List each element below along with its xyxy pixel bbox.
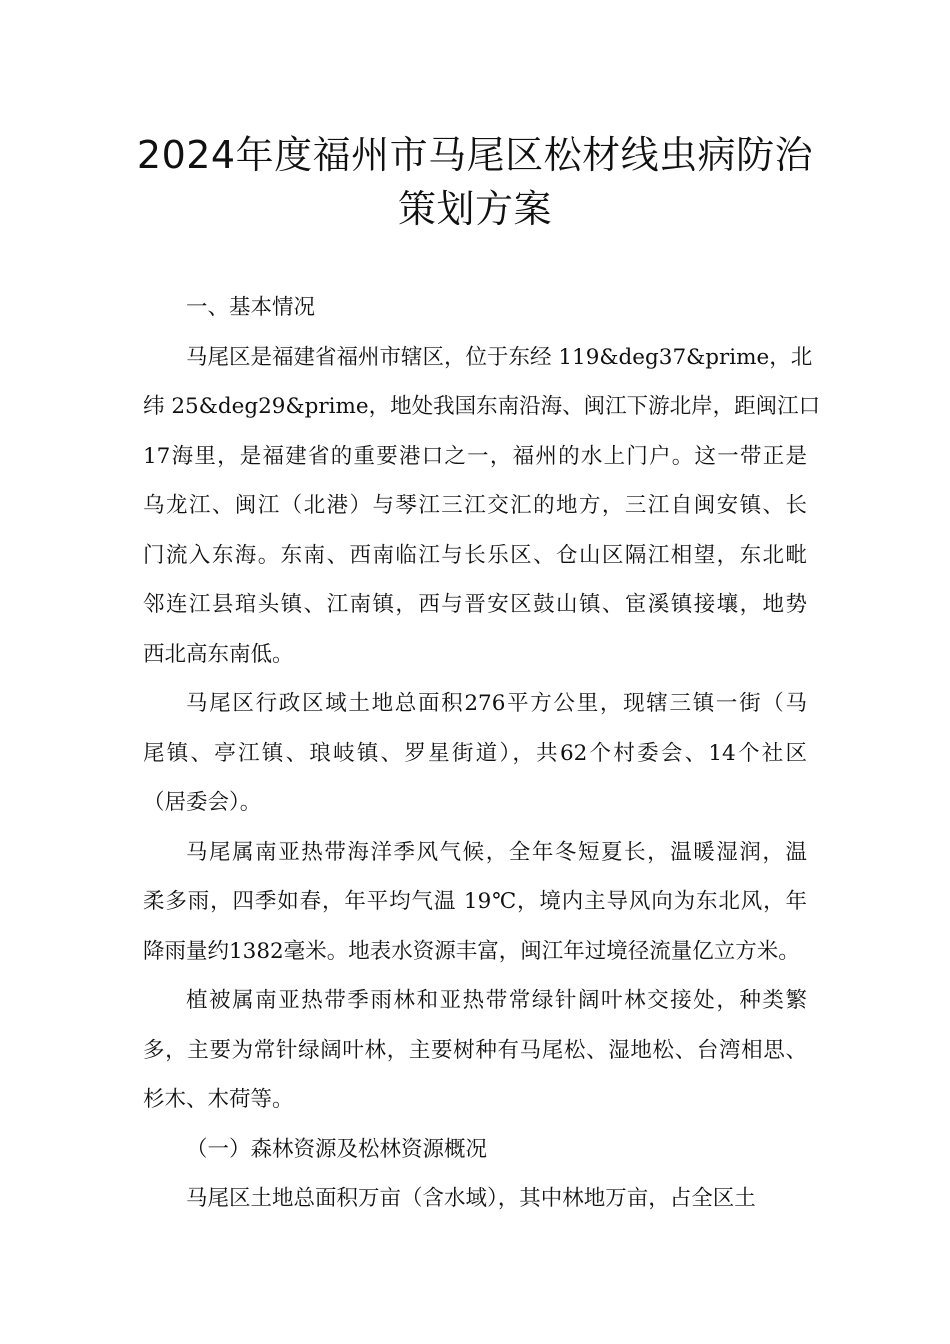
text-line: 乌龙江、闽江（北港）与琴江三江交汇的地方，三江自闽安镇、长: [143, 493, 807, 518]
paragraph: [143, 679, 807, 828]
text-line: 植被属南亚热带季雨林和亚热带常绿针阔叶林交接处，种类繁: [186, 988, 807, 1013]
paragraph: [143, 976, 807, 1125]
text-line: 纬 25&deg29&prime，地处我国东南沿海、闽江下游北岸，距闽江口: [143, 394, 821, 419]
document-body: [143, 283, 821, 1224]
section-heading: [143, 1125, 807, 1175]
paragraph: [143, 828, 807, 977]
text-line: 柔多雨，四季如春，年平均气温 19℃，境内主导风向为东北风，年: [143, 889, 807, 914]
text-line: 马尾区行政区域土地总面积276平方公里，现辖三镇一街（马: [186, 691, 807, 716]
text-line: 降雨量约1382毫米。地表水资源丰富，闽江年过境径流量亿立方米。: [143, 938, 800, 964]
title-line-2: 策划方案: [397, 187, 552, 231]
text-line: 马尾区是福建省福州市辖区，位于东经 119&deg37&prime，北: [186, 344, 813, 370]
paragraph: [143, 333, 821, 680]
text-line: 17海里，是福建省的重要港口之一，福州的水上门户。这一带正是: [143, 443, 807, 469]
text-line: 西北高东南低。: [143, 641, 294, 667]
text-line: （居委会）。: [143, 790, 262, 815]
text-line: 马尾属南亚热带海洋季风气候，全年冬短夏长，温暖湿润，温: [186, 839, 807, 865]
text-line: 马尾区土地总面积万亩（含水域），其中林地万亩，占全区土: [186, 1186, 756, 1211]
text-line: 杉木、木荷等。: [143, 1087, 294, 1112]
text-line: 多，主要为常针绿阔叶林，主要树种有马尾松、湿地松、台湾相思、: [143, 1037, 807, 1063]
text-line: （一）森林资源及松林资源概况: [186, 1136, 488, 1162]
text-line: 一、基本情况: [186, 295, 316, 320]
text-line: 门流入东海。东南、西南临江与长乐区、仓山区隔江相望，东北毗: [143, 542, 807, 568]
section-heading: [143, 283, 807, 333]
paragraph: [143, 1174, 807, 1224]
title-line-1: 2024年度福州市马尾区松材线虫病防治: [136, 133, 814, 177]
text-line: 邻连江县琯头镇、江南镇，西与晋安区鼓山镇、宦溪镇接壤，地势: [143, 592, 807, 617]
text-line: 尾镇、亭江镇、琅岐镇、罗星街道），共62个村委会、14个社区: [143, 740, 807, 766]
